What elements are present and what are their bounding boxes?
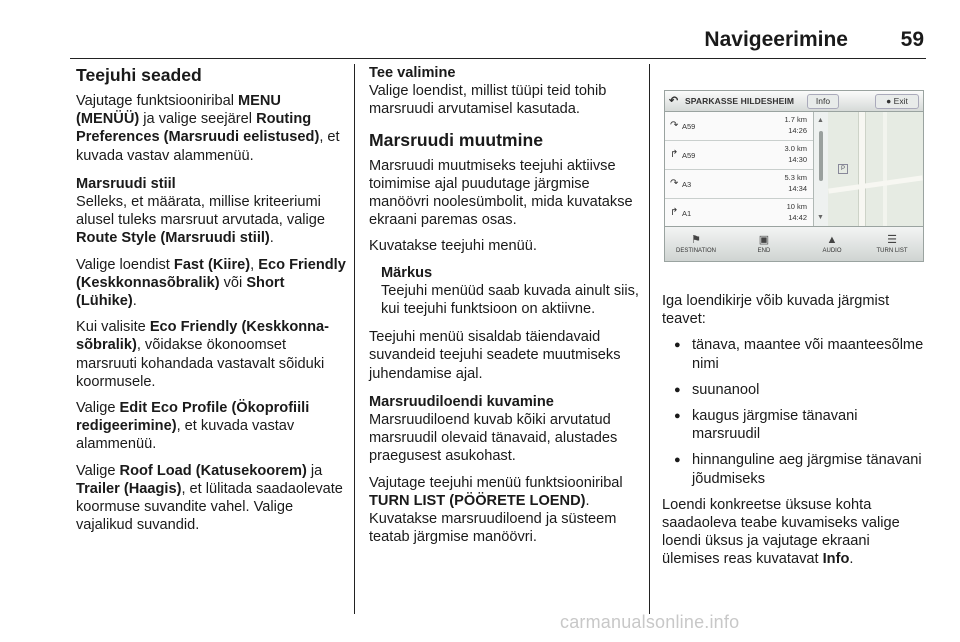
info-list — [662, 336, 928, 487]
column-middle — [369, 64, 639, 554]
map-view[interactable] — [828, 112, 923, 226]
paragraph: Iga loendikirje võib kuvada järgmist teavet: — [662, 293, 890, 328]
audio-button[interactable]: ▲ AUDIO — [803, 227, 861, 261]
column-left — [76, 64, 346, 542]
nav-top-bar — [665, 91, 923, 112]
turn-arrow-icon: ↱ — [670, 149, 679, 160]
watermark: carmanualsonline.info — [560, 612, 740, 632]
list-item: ● suunanool — [662, 381, 928, 399]
turn-arrow-icon: ↱ — [670, 207, 679, 218]
subsection-heading: Marsruudi stiil — [76, 175, 176, 192]
street-name: SPARKASSE HILDESHEIM — [685, 96, 795, 106]
paragraph: Vajutage funktsiooniribal MENU (MENÜÜ) ja valige seejärel Routing Preferences (Marsruudi eelistused), et kuvada vastav alammenüü. — [76, 93, 340, 164]
nav-function-bar — [665, 226, 923, 261]
paragraph: Kuvatakse teejuhi menüü. — [369, 238, 537, 255]
paragraph: Valige loendist Fast (Kiire), Eco Friendly (Keskkonnasõbralik) või Short (Lühike). — [76, 256, 346, 310]
audio-icon: ▲ — [826, 234, 838, 246]
list-scrollbar[interactable] — [815, 117, 827, 221]
turn-arrow-icon: ↷ — [670, 178, 679, 189]
list-item: ● tänava, maantee või maanteesõlme nimi — [662, 336, 928, 372]
column-right — [662, 292, 928, 579]
paragraph: Valige Roof Load (Katusekoorem) ja Trailer (Haagis), et lülitada saadaolevate koormuse suvandite vahel. Valige vajalikud suvandid. — [76, 462, 343, 534]
paragraph: Kui valisite Eco Friendly (Keskkonna-sõbralik), võidakse ökonoomset marsruuti kohandada vastavalt sõiduki koormusele. — [76, 319, 330, 390]
scroll-up-icon[interactable]: ▲ — [817, 117, 824, 124]
end-route-icon: ▣ — [758, 234, 770, 246]
page-header — [70, 28, 926, 58]
subsection-heading: Marsruudiloendi kuvamine — [369, 393, 554, 410]
map-road — [858, 112, 866, 226]
exit-icon: ● — [886, 96, 894, 106]
paragraph: Marsruudiloend kuvab kõiki arvutatud marsruudil olevaid tänavaid, alustades praegusest asukohast. — [369, 412, 618, 465]
nav-screen — [664, 90, 924, 262]
paragraph: Teejuhi menüü sisaldab täiendavaid suvandeid teejuhi seadete muutmiseks juhendamise ajal. — [369, 329, 621, 382]
note-text: Teejuhi menüüd saab kuvada ainult siis, kui teejuhi funktsioon on aktiivne. — [381, 282, 639, 318]
destination-button[interactable]: ⚑ DESTINATION — [667, 227, 725, 261]
list-item: ● hinnanguline aeg järgmise tänavani jõudmiseks — [662, 451, 928, 487]
paragraph: Vajutage teejuhi menüü funktsiooniribal TURN LIST (PÖÖRETE LOEND). Kuvatakse marsruudiloend ja süsteem teatab järgmise manöövri. — [369, 474, 623, 546]
column-divider-right — [649, 64, 650, 614]
paragraph: Selleks, et määrata, millise kriteeriumi alusel tuleks marsruut arvutada, valige Route Style (Marsruudi stiil). — [76, 194, 326, 247]
note-title: Märkus — [381, 264, 433, 281]
list-item[interactable]: ↷ A3 5.3 km 14:34 — [665, 170, 813, 199]
navigation-screenshot — [660, 78, 926, 274]
list-item[interactable]: ↱ A59 3.0 km 14:30 — [665, 141, 813, 170]
page-number: 59 — [900, 28, 924, 51]
list-item[interactable]: ↷ A59 1.7 km 14:26 — [665, 112, 813, 141]
header-rule — [70, 58, 926, 59]
section-heading: Teejuhi seaded — [76, 65, 202, 85]
turn-list-icon: ☰ — [887, 234, 897, 246]
page-title: Navigeerimine — [704, 28, 848, 51]
paragraph: Loendi konkreetse üksuse kohta saadaoleva teabe kuvamiseks valige loendi üksus ja vajutage ekraani ülemises reas kuvatavat Info. — [662, 496, 900, 568]
turn-arrow-icon: ↷ — [670, 120, 679, 131]
turn-list — [665, 112, 814, 226]
turn-list-button[interactable]: ☰ TURN LIST — [863, 227, 921, 261]
exit-button[interactable]: ● Exit — [875, 94, 919, 109]
list-item: ● kaugus järgmise tänavani marsruudil — [662, 407, 928, 443]
section-heading: Marsruudi muutmine — [369, 129, 543, 150]
back-arrow-icon: ↶ — [669, 95, 679, 107]
subsection-heading: Tee valimine — [369, 65, 456, 81]
map-road — [828, 175, 923, 193]
paragraph: Marsruudi muutmiseks teejuhi aktiivse toimimise ajal puudutage järgmise manöövri noolesümbolit, mida kuvatakse ekraani paremas osas. — [369, 157, 633, 229]
scroll-down-icon[interactable]: ▼ — [817, 214, 824, 221]
parking-icon: P — [838, 164, 848, 174]
note-box — [381, 264, 639, 319]
paragraph: Valige loendist, millist tüüpi teid tohib marsruudi arvutamisel kasutada. — [369, 83, 607, 118]
paragraph: Valige Edit Eco Profile (Ökoprofiili redigeerimine), et kuvada vastav alammenüü. — [76, 400, 310, 453]
scroll-thumb[interactable] — [819, 131, 823, 181]
info-button[interactable]: Info — [807, 94, 839, 109]
end-button[interactable]: ▣ END — [735, 227, 793, 261]
list-item[interactable]: ↱ A1 10 km 14:42 — [665, 199, 813, 228]
map-road — [883, 112, 887, 226]
flag-icon: ⚑ — [691, 234, 701, 246]
column-divider-left — [354, 64, 355, 614]
